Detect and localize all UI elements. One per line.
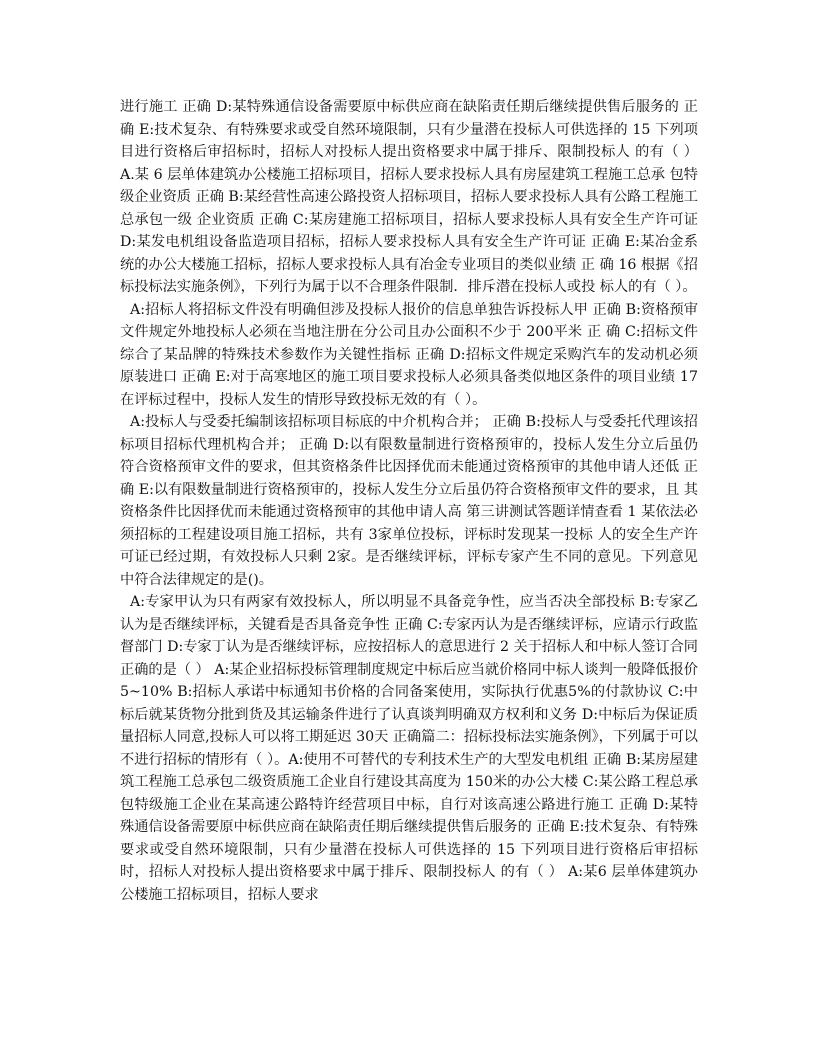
paragraph-2: A:招标人将招标文件没有明确但涉及投标人报价的信息单独告诉投标人甲 正确 B:资格预审文件规定外地投标人必须在当地注册在分公司且办公面积不少于 200平米 正 确 C:招标文件综合了某品牌的特殊技术参数作为关键性指标 正确 D:招标文件规定采购汽车的发动机必须原装进口 正确 E:对于高寒地区的施工项目要求投标人必须具备类似地区条件的项目业绩 17 在评标过程中，投标人发生的情形导致投标无效的有（ ）。 [120, 301, 698, 408]
paragraph-4: A:专家甲认为只有两家有效投标人，所以明显不具备竞争性，应当否决全部投标 B:专家乙认为是否继续评标，关键看是否具备竞争性 正确 C:专家丙认为是否继续评标，应请示行政监督部门 D:专家丁认为是否继续评标，应按招标人的意思进行 2 关于招标人和中标人签订合同正确的是（ ） A:某企业招标投标管理制度规定中标后应当就价格同中标人谈判一般降低报价 5~10% B:招标人承诺中标通知书价格的合同备案使用，实际执行优惠5%的付款协议 C:中标后就某货物分批到货及其运输条件进行了认真谈判明确双方权利和义务 D:中标后为保证质量招标人同意,投标人可以将工期延迟 30天 正确篇二：招标投标法实施条例》，下列属于可以不进行招标的情形有（ ）。A:使用不可替代的专利技术生产的大型发电机组 正确 B:某房屋建筑工程施工总承包二级资质施工企业自行建设其高度为 150米的办公大楼 C:某公路工程总承包特级施工企业在某高速公路特许经营项目中标，自行对该高速公路进行施工 正确 D:某特殊通信设备需要原中标供应商在缺陷责任期后继续提供售后服务的 正确 E:技术复杂、有特殊要求或受自然环境限制，只有少量潜在投标人可供选择的 15 下列项目进行资格后审招标时，招标人对投标人提出资格要求中属于排斥、限制投标人 的有（ ） A:某6 层单体建筑办公楼施工招标项目，招标人要求 [120, 594, 698, 903]
document-page [120, 96, 698, 906]
paragraph-1: 进行施工 正确 D:某特殊通信设备需要原中标供应商在缺陷责任期后继续提供售后服务的 正确 E:技术复杂、有特殊要求或受自然环境限制，只有少量潜在投标人可供选择的 15 下列项目进行资格后审招标时，招标人对投标人提出资格要求中属于排斥、限制投标人 的有（ ） A.某 6 层单体建筑办公楼施工招标项目，招标人要求投标人具有房屋建筑工程施工总承 包特级企业资质 正确 B:某经营性高速公路投资人招标项目，招标人要求投标人具有公路工程施工总承包一级 企业资质 正确 C:某房建施工招标项目，招标人要求投标人具有安全生产许可证 D:某发电机组设备监造项目招标，招标人要求投标人具有安全生产许可证 正确 E:某冶金系统的办公大楼施工招标，招标人要求投标人具有冶金专业项目的类似业绩 正 确 16 根据《招标投标法实施条例》，下列行为属于以不合理条件限制．排斥潜在投标人或投 标人的有（ ）。 [120, 99, 698, 295]
paragraph-3: A:投标人与受委托编制该招标项目标底的中介机构合并； 正确 B:投标人与受委托代理该招标项目招标代理机构合并； 正确 D:以有限数量制进行资格预审的，投标人发生分立后虽仍符合资格预审文件的要求，但其资格条件比因择优而未能通过资格预审的其他申请人还低 正确 E:以有限数量制进行资格预审的，投标人发生分立后虽仍符合资格预审文件的要求，且 其资格条件比因择优而未能通过资格预审的其他申请人高 第三讲测试答题详情查看 1 某依法必须招标的工程建设项目施工招标，共有 3家单位投标，评标时发现某一投标 人的安全生产许可证已经过期，有效投标人只剩 2家。是否继续评标，评标专家产生不同的意见。下列意见中符合法律规定的是()。 [120, 414, 698, 588]
